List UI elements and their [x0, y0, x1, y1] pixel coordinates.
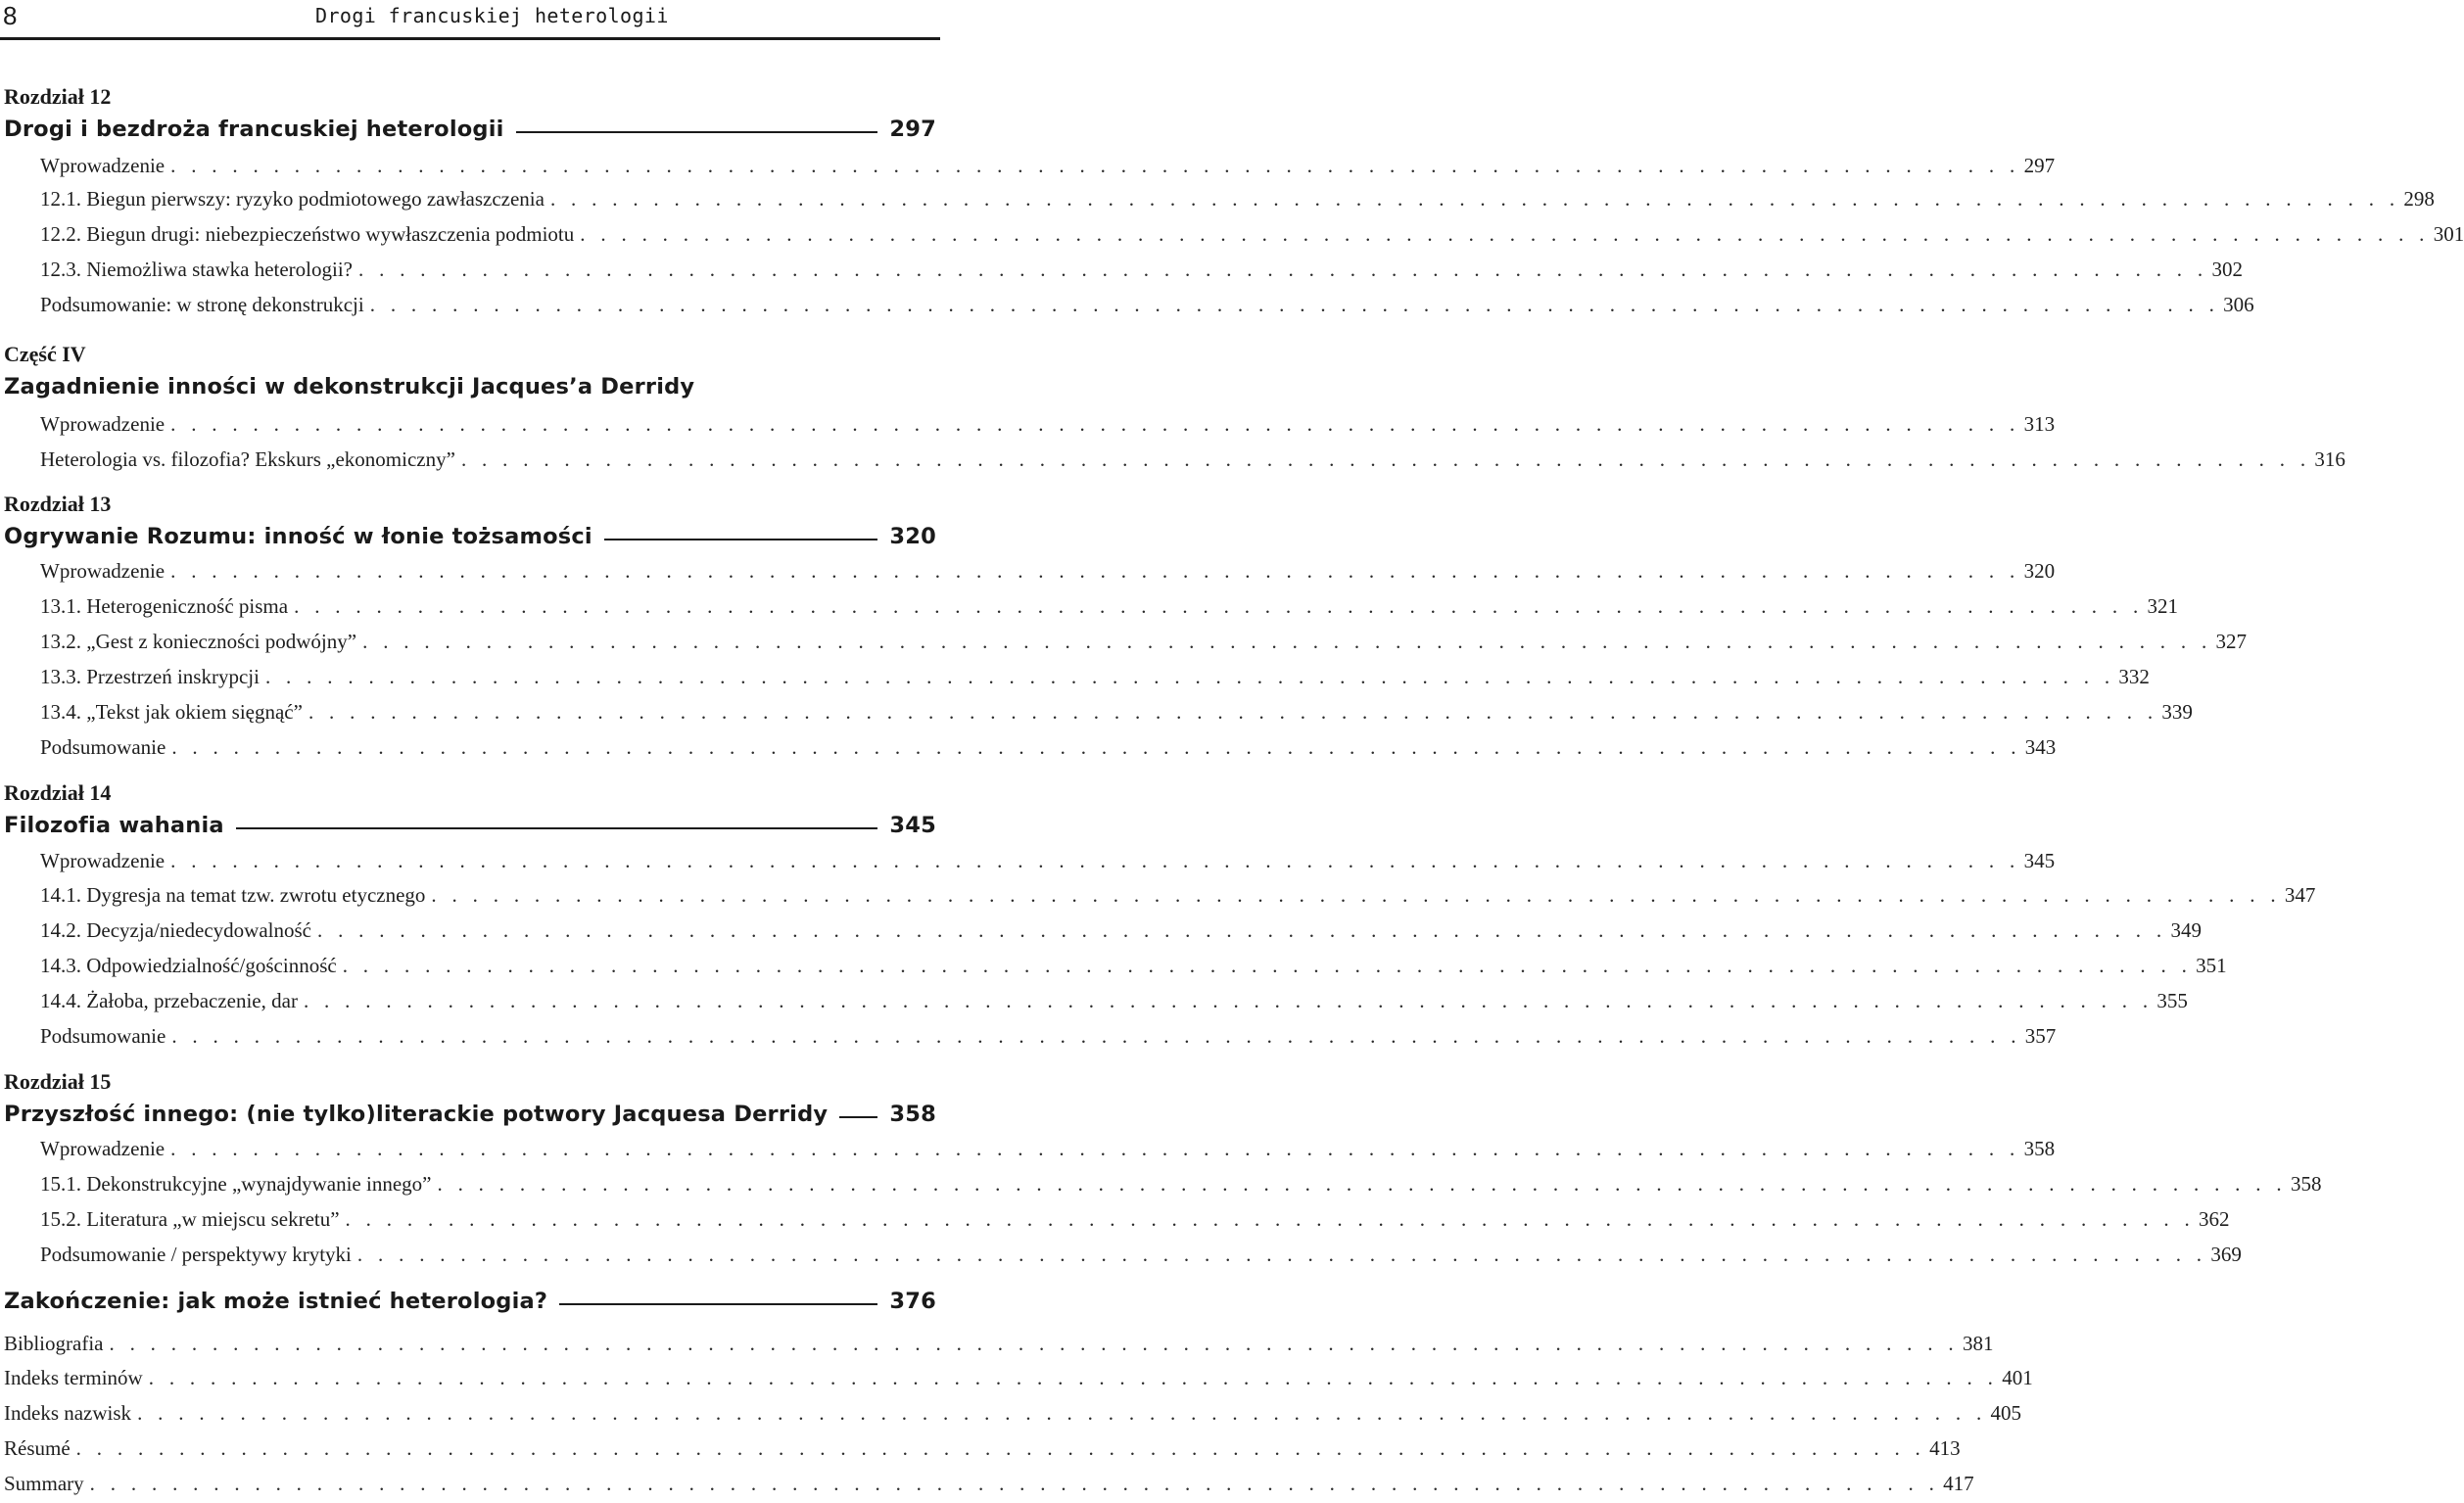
- dot-leader: . . . . . . . . . . . . . . . . . . . . . . . . . . . . . . . . . . . . . . . . . . . . . . . . . . . . . . . . . . . . . . . . . . . . . . . . . . . . . . . . . . . . . . . . . .: [358, 258, 2208, 281]
- toc-entry[interactable]: [40, 409, 2056, 439]
- section-title-text: Ogrywanie Rozumu: inność w łonie tożsamości: [4, 524, 592, 549]
- entry-title: 14.2. Decyzja/niedecydowalność: [40, 918, 311, 942]
- entry-page-number: 362: [2199, 1207, 2230, 1231]
- entry-title: Podsumowanie: w stronę dekonstrukcji: [40, 293, 364, 316]
- toc-entry[interactable]: [40, 184, 2435, 213]
- entry-page-number: 339: [2161, 700, 2193, 724]
- dot-leader: . . . . . . . . . . . . . . . . . . . . . . . . . . . . . . . . . . . . . . . . . . . . . . . . . . . . . . . . . . . . . . . . . . . . . . . . . . . . . . . . . . . . . . . . . .: [137, 1401, 1987, 1425]
- toc-entry[interactable]: [4, 1433, 1961, 1463]
- entry-title: Heterologia vs. filozofia? Ekskurs „ekonomiczny”: [40, 447, 455, 471]
- section-title[interactable]: [4, 1098, 936, 1131]
- entry-title: Bibliografia: [4, 1332, 104, 1355]
- dot-leader: . . . . . . . . . . . . . . . . . . . . . . . . . . . . . . . . . . . . . . . . . . . . . . . . . . . . . . . . . . . . . . . . . . . . . . . . . . . . . . . . . . . . . . . . . .: [171, 1024, 2021, 1048]
- entry-page-number: 332: [2118, 665, 2150, 688]
- toc-entry[interactable]: [4, 1329, 1994, 1358]
- entry-title: 14.4. Żałoba, przebaczenie, dar: [40, 989, 298, 1012]
- toc-entry[interactable]: [40, 290, 2254, 319]
- dot-leader: . . . . . . . . . . . . . . . . . . . . . . . . . . . . . . . . . . . . . . . . . . . . . . . . . . . . . . . . . . . . . . . . . . . . . . . . . . . . . . . . . . . . . . . . . .: [356, 1243, 2207, 1266]
- heading-rule: [236, 827, 878, 829]
- toc-entry[interactable]: [40, 986, 2188, 1015]
- dot-leader: . . . . . . . . . . . . . . . . . . . . . . . . . . . . . . . . . . . . . . . . . . . . . . . . . . . . . . . . . . . . . . . . . . . . . . . . . . . . . . . . . . . . . . . . . .: [148, 1366, 1999, 1389]
- entry-page-number: 358: [2023, 1137, 2056, 1160]
- dot-leader: . . . . . . . . . . . . . . . . . . . . . . . . . . . . . . . . . . . . . . . . . . . . . . . . . . . . . . . . . . . . . . . . . . . . . . . . . . . . . . . . . . . . . . . . . .: [308, 700, 2158, 724]
- entry-title: Wprowadzenie: [40, 154, 166, 177]
- entry-page-number: 313: [2023, 412, 2056, 436]
- entry-title: 13.2. „Gest z konieczności podwójny”: [40, 630, 357, 653]
- entry-page-number: 327: [2215, 630, 2248, 653]
- entry-title: Résumé: [4, 1436, 71, 1460]
- dot-leader: . . . . . . . . . . . . . . . . . . . . . . . . . . . . . . . . . . . . . . . . . . . . . . . . . . . . . . . . . . . . . . . . . . . . . . . . . . . . . . . . . . . . . . . . . .: [549, 187, 2400, 211]
- dot-leader: . . . . . . . . . . . . . . . . . . . . . . . . . . . . . . . . . . . . . . . . . . . . . . . . . . . . . . . . . . . . . . . . . . . . . . . . . . . . . . . . . . . . . . . . . .: [294, 594, 2144, 618]
- entry-page-number: 345: [2023, 849, 2056, 872]
- entry-title: 15.2. Literatura „w miejscu sekretu”: [40, 1207, 340, 1231]
- toc-entry[interactable]: [40, 591, 2179, 621]
- toc-entry[interactable]: [40, 627, 2248, 656]
- toc-entry[interactable]: [40, 697, 2193, 727]
- entry-page-number: 297: [2023, 154, 2056, 177]
- section-title-text: Filozofia wahania: [4, 813, 224, 838]
- entry-page-number: 321: [2147, 594, 2179, 618]
- entry-title: Indeks terminów: [4, 1366, 143, 1389]
- entry-page-number: 301: [2433, 222, 2464, 246]
- entry-title: Podsumowanie: [40, 1024, 166, 1048]
- entry-page-number: 320: [2023, 559, 2056, 583]
- entry-page-number: 355: [2156, 989, 2188, 1012]
- entry-page-number: 413: [1929, 1436, 1961, 1460]
- dot-leader: . . . . . . . . . . . . . . . . . . . . . . . . . . . . . . . . . . . . . . . . . . . . . . . . . . . . . . . . . . . . . . . . . . . . . . . . . . . . . . . . . . . . . . . . . .: [264, 665, 2115, 688]
- entry-page-number: 347: [2284, 883, 2316, 907]
- section-page-number: 358: [889, 1102, 936, 1127]
- toc-entry[interactable]: [40, 1204, 2230, 1234]
- heading-rule: [604, 539, 878, 540]
- entry-page-number: 343: [2024, 735, 2057, 759]
- section-page-number: 297: [889, 117, 936, 142]
- section-label: Część IV: [4, 342, 86, 366]
- section-label: Rozdział 13: [4, 492, 112, 516]
- section-title[interactable]: [4, 809, 936, 842]
- toc-entry[interactable]: [4, 1363, 2033, 1392]
- conclusion-title-text: Zakończenie: jak może istnieć heterologia?: [4, 1289, 548, 1314]
- dot-leader: . . . . . . . . . . . . . . . . . . . . . . . . . . . . . . . . . . . . . . . . . . . . . . . . . . . . . . . . . . . . . . . . . . . . . . . . . . . . . . . . . . . . . . . . . .: [75, 1436, 1926, 1460]
- entry-title: 13.3. Przestrzeń inskrypcji: [40, 665, 260, 688]
- entry-page-number: 417: [1943, 1472, 1974, 1495]
- toc-entry[interactable]: [40, 1021, 2057, 1051]
- entry-title: Wprowadzenie: [40, 1137, 166, 1160]
- entry-title: Wprowadzenie: [40, 559, 166, 583]
- toc-entry[interactable]: [40, 1169, 2322, 1198]
- dot-leader: . . . . . . . . . . . . . . . . . . . . . . . . . . . . . . . . . . . . . . . . . . . . . . . . . . . . . . . . . . . . . . . . . . . . . . . . . . . . . . . . . . . . . . . . . .: [89, 1472, 1940, 1495]
- dot-leader: . . . . . . . . . . . . . . . . . . . . . . . . . . . . . . . . . . . . . . . . . . . . . . . . . . . . . . . . . . . . . . . . . . . . . . . . . . . . . . . . . . . . . . . . . .: [431, 883, 2281, 907]
- toc-entry[interactable]: [40, 880, 2316, 910]
- dot-leader: . . . . . . . . . . . . . . . . . . . . . . . . . . . . . . . . . . . . . . . . . . . . . . . . . . . . . . . . . . . . . . . . . . . . . . . . . . . . . . . . . . . . . . . . . .: [170, 412, 2020, 436]
- dot-leader: . . . . . . . . . . . . . . . . . . . . . . . . . . . . . . . . . . . . . . . . . . . . . . . . . . . . . . . . . . . . . . . . . . . . . . . . . . . . . . . . . . . . . . . . . .: [171, 735, 2021, 759]
- toc-entry[interactable]: [40, 1134, 2056, 1163]
- heading-rule: [559, 1303, 877, 1305]
- toc-entry[interactable]: [40, 255, 2243, 284]
- entry-title: 13.1. Heterogeniczność pisma: [40, 594, 289, 618]
- toc-entry[interactable]: [40, 662, 2150, 691]
- dot-leader: . . . . . . . . . . . . . . . . . . . . . . . . . . . . . . . . . . . . . . . . . . . . . . . . . . . . . . . . . . . . . . . . . . . . . . . . . . . . . . . . . . . . . . . . . .: [303, 989, 2154, 1012]
- entry-page-number: 302: [2211, 258, 2243, 281]
- entry-page-number: 306: [2223, 293, 2254, 316]
- dot-leader: . . . . . . . . . . . . . . . . . . . . . . . . . . . . . . . . . . . . . . . . . . . . . . . . . . . . . . . . . . . . . . . . . . . . . . . . . . . . . . . . . . . . . . . . . .: [580, 222, 2430, 246]
- section-page-number: 345: [889, 813, 936, 838]
- entry-page-number: 405: [1990, 1401, 2022, 1425]
- section-page-number: 320: [889, 524, 936, 549]
- dot-leader: . . . . . . . . . . . . . . . . . . . . . . . . . . . . . . . . . . . . . . . . . . . . . . . . . . . . . . . . . . . . . . . . . . . . . . . . . . . . . . . . . . . . . . . . . .: [170, 1137, 2020, 1160]
- entry-title: 13.4. „Tekst jak okiem sięgnąć”: [40, 700, 303, 724]
- section-title-text: Przyszłość innego: (nie tylko)literackie potwory Jacquesa Derridy: [4, 1102, 829, 1127]
- section-title[interactable]: [4, 370, 936, 403]
- toc-entry[interactable]: [40, 151, 2056, 180]
- toc-entry[interactable]: [40, 219, 2464, 249]
- entry-page-number: 401: [2002, 1366, 2033, 1389]
- dot-leader: . . . . . . . . . . . . . . . . . . . . . . . . . . . . . . . . . . . . . . . . . . . . . . . . . . . . . . . . . . . . . . . . . . . . . . . . . . . . . . . . . . . . . . . . . .: [316, 918, 2167, 942]
- entry-page-number: 358: [2290, 1172, 2322, 1196]
- entry-page-number: 369: [2210, 1243, 2242, 1266]
- conclusion-title[interactable]: [4, 1285, 936, 1318]
- entry-page-number: 298: [2403, 187, 2435, 211]
- section-title-text: Drogi i bezdroża francuskiej heterologii: [4, 117, 504, 142]
- toc-entry[interactable]: [40, 916, 2202, 945]
- entry-title: Wprowadzenie: [40, 412, 166, 436]
- section-label: Rozdział 14: [4, 780, 112, 805]
- heading-rule: [839, 1116, 877, 1118]
- section-title-text: Zagadnienie inności w dekonstrukcji Jacques’a Derridy: [4, 374, 695, 399]
- entry-page-number: 381: [1962, 1332, 1994, 1355]
- dot-leader: . . . . . . . . . . . . . . . . . . . . . . . . . . . . . . . . . . . . . . . . . . . . . . . . . . . . . . . . . . . . . . . . . . . . . . . . . . . . . . . . . . . . . . . . . .: [437, 1172, 2287, 1196]
- section-title[interactable]: [4, 520, 936, 553]
- entry-title: Podsumowanie / perspektywy krytyki: [40, 1243, 352, 1266]
- toc-entry[interactable]: [40, 951, 2227, 980]
- page-number: 8: [3, 1, 18, 30]
- toc-entry[interactable]: [4, 1469, 1974, 1498]
- entry-title: 12.1. Biegun pierwszy: ryzyko podmiotowego zawłaszczenia: [40, 187, 545, 211]
- section-title[interactable]: [4, 113, 936, 146]
- dot-leader: . . . . . . . . . . . . . . . . . . . . . . . . . . . . . . . . . . . . . . . . . . . . . . . . . . . . . . . . . . . . . . . . . . . . . . . . . . . . . . . . . . . . . . . . . .: [460, 447, 2311, 471]
- toc-entry[interactable]: [40, 556, 2056, 586]
- entry-title: Indeks nazwisk: [4, 1401, 132, 1425]
- running-title: Drogi francuskiej heterologii: [315, 4, 669, 27]
- dot-leader: . . . . . . . . . . . . . . . . . . . . . . . . . . . . . . . . . . . . . . . . . . . . . . . . . . . . . . . . . . . . . . . . . . . . . . . . . . . . . . . . . . . . . . . . . .: [170, 154, 2020, 177]
- dot-leader: . . . . . . . . . . . . . . . . . . . . . . . . . . . . . . . . . . . . . . . . . . . . . . . . . . . . . . . . . . . . . . . . . . . . . . . . . . . . . . . . . . . . . . . . . .: [109, 1332, 1959, 1355]
- conclusion-page-number: 376: [889, 1289, 936, 1314]
- toc-entry[interactable]: [40, 732, 2057, 762]
- entry-page-number: 357: [2024, 1024, 2057, 1048]
- entry-page-number: 349: [2170, 918, 2202, 942]
- dot-leader: . . . . . . . . . . . . . . . . . . . . . . . . . . . . . . . . . . . . . . . . . . . . . . . . . . . . . . . . . . . . . . . . . . . . . . . . . . . . . . . . . . . . . . . . . .: [342, 954, 2193, 977]
- entry-title: 15.1. Dekonstrukcyjne „wynajdywanie innego”: [40, 1172, 432, 1196]
- entry-page-number: 316: [2314, 447, 2346, 471]
- dot-leader: . . . . . . . . . . . . . . . . . . . . . . . . . . . . . . . . . . . . . . . . . . . . . . . . . . . . . . . . . . . . . . . . . . . . . . . . . . . . . . . . . . . . . . . . . .: [345, 1207, 2195, 1231]
- dot-leader: . . . . . . . . . . . . . . . . . . . . . . . . . . . . . . . . . . . . . . . . . . . . . . . . . . . . . . . . . . . . . . . . . . . . . . . . . . . . . . . . . . . . . . . . . .: [369, 293, 2220, 316]
- entry-title: Podsumowanie: [40, 735, 166, 759]
- toc-entry[interactable]: [40, 1240, 2242, 1269]
- entry-title: 14.3. Odpowiedzialność/gościnność: [40, 954, 337, 977]
- section-label: Rozdział 12: [4, 84, 112, 109]
- entry-page-number: 351: [2196, 954, 2227, 977]
- dot-leader: . . . . . . . . . . . . . . . . . . . . . . . . . . . . . . . . . . . . . . . . . . . . . . . . . . . . . . . . . . . . . . . . . . . . . . . . . . . . . . . . . . . . . . . . . .: [170, 559, 2020, 583]
- entry-title: 12.3. Niemożliwa stawka heterologii?: [40, 258, 353, 281]
- entry-title: 12.2. Biegun drugi: niebezpieczeństwo wywłaszczenia podmiotu: [40, 222, 575, 246]
- section-label: Rozdział 15: [4, 1069, 112, 1094]
- heading-rule: [516, 131, 878, 133]
- toc-entry[interactable]: [4, 1398, 2022, 1428]
- entry-title: Summary: [4, 1472, 84, 1495]
- dot-leader: . . . . . . . . . . . . . . . . . . . . . . . . . . . . . . . . . . . . . . . . . . . . . . . . . . . . . . . . . . . . . . . . . . . . . . . . . . . . . . . . . . . . . . . . . .: [170, 849, 2020, 872]
- toc-entry[interactable]: [40, 445, 2346, 474]
- entry-title: 14.1. Dygresja na temat tzw. zwrotu etycznego: [40, 883, 426, 907]
- dot-leader: . . . . . . . . . . . . . . . . . . . . . . . . . . . . . . . . . . . . . . . . . . . . . . . . . . . . . . . . . . . . . . . . . . . . . . . . . . . . . . . . . . . . . . . . . .: [362, 630, 2212, 653]
- toc-entry[interactable]: [40, 846, 2056, 875]
- entry-title: Wprowadzenie: [40, 849, 166, 872]
